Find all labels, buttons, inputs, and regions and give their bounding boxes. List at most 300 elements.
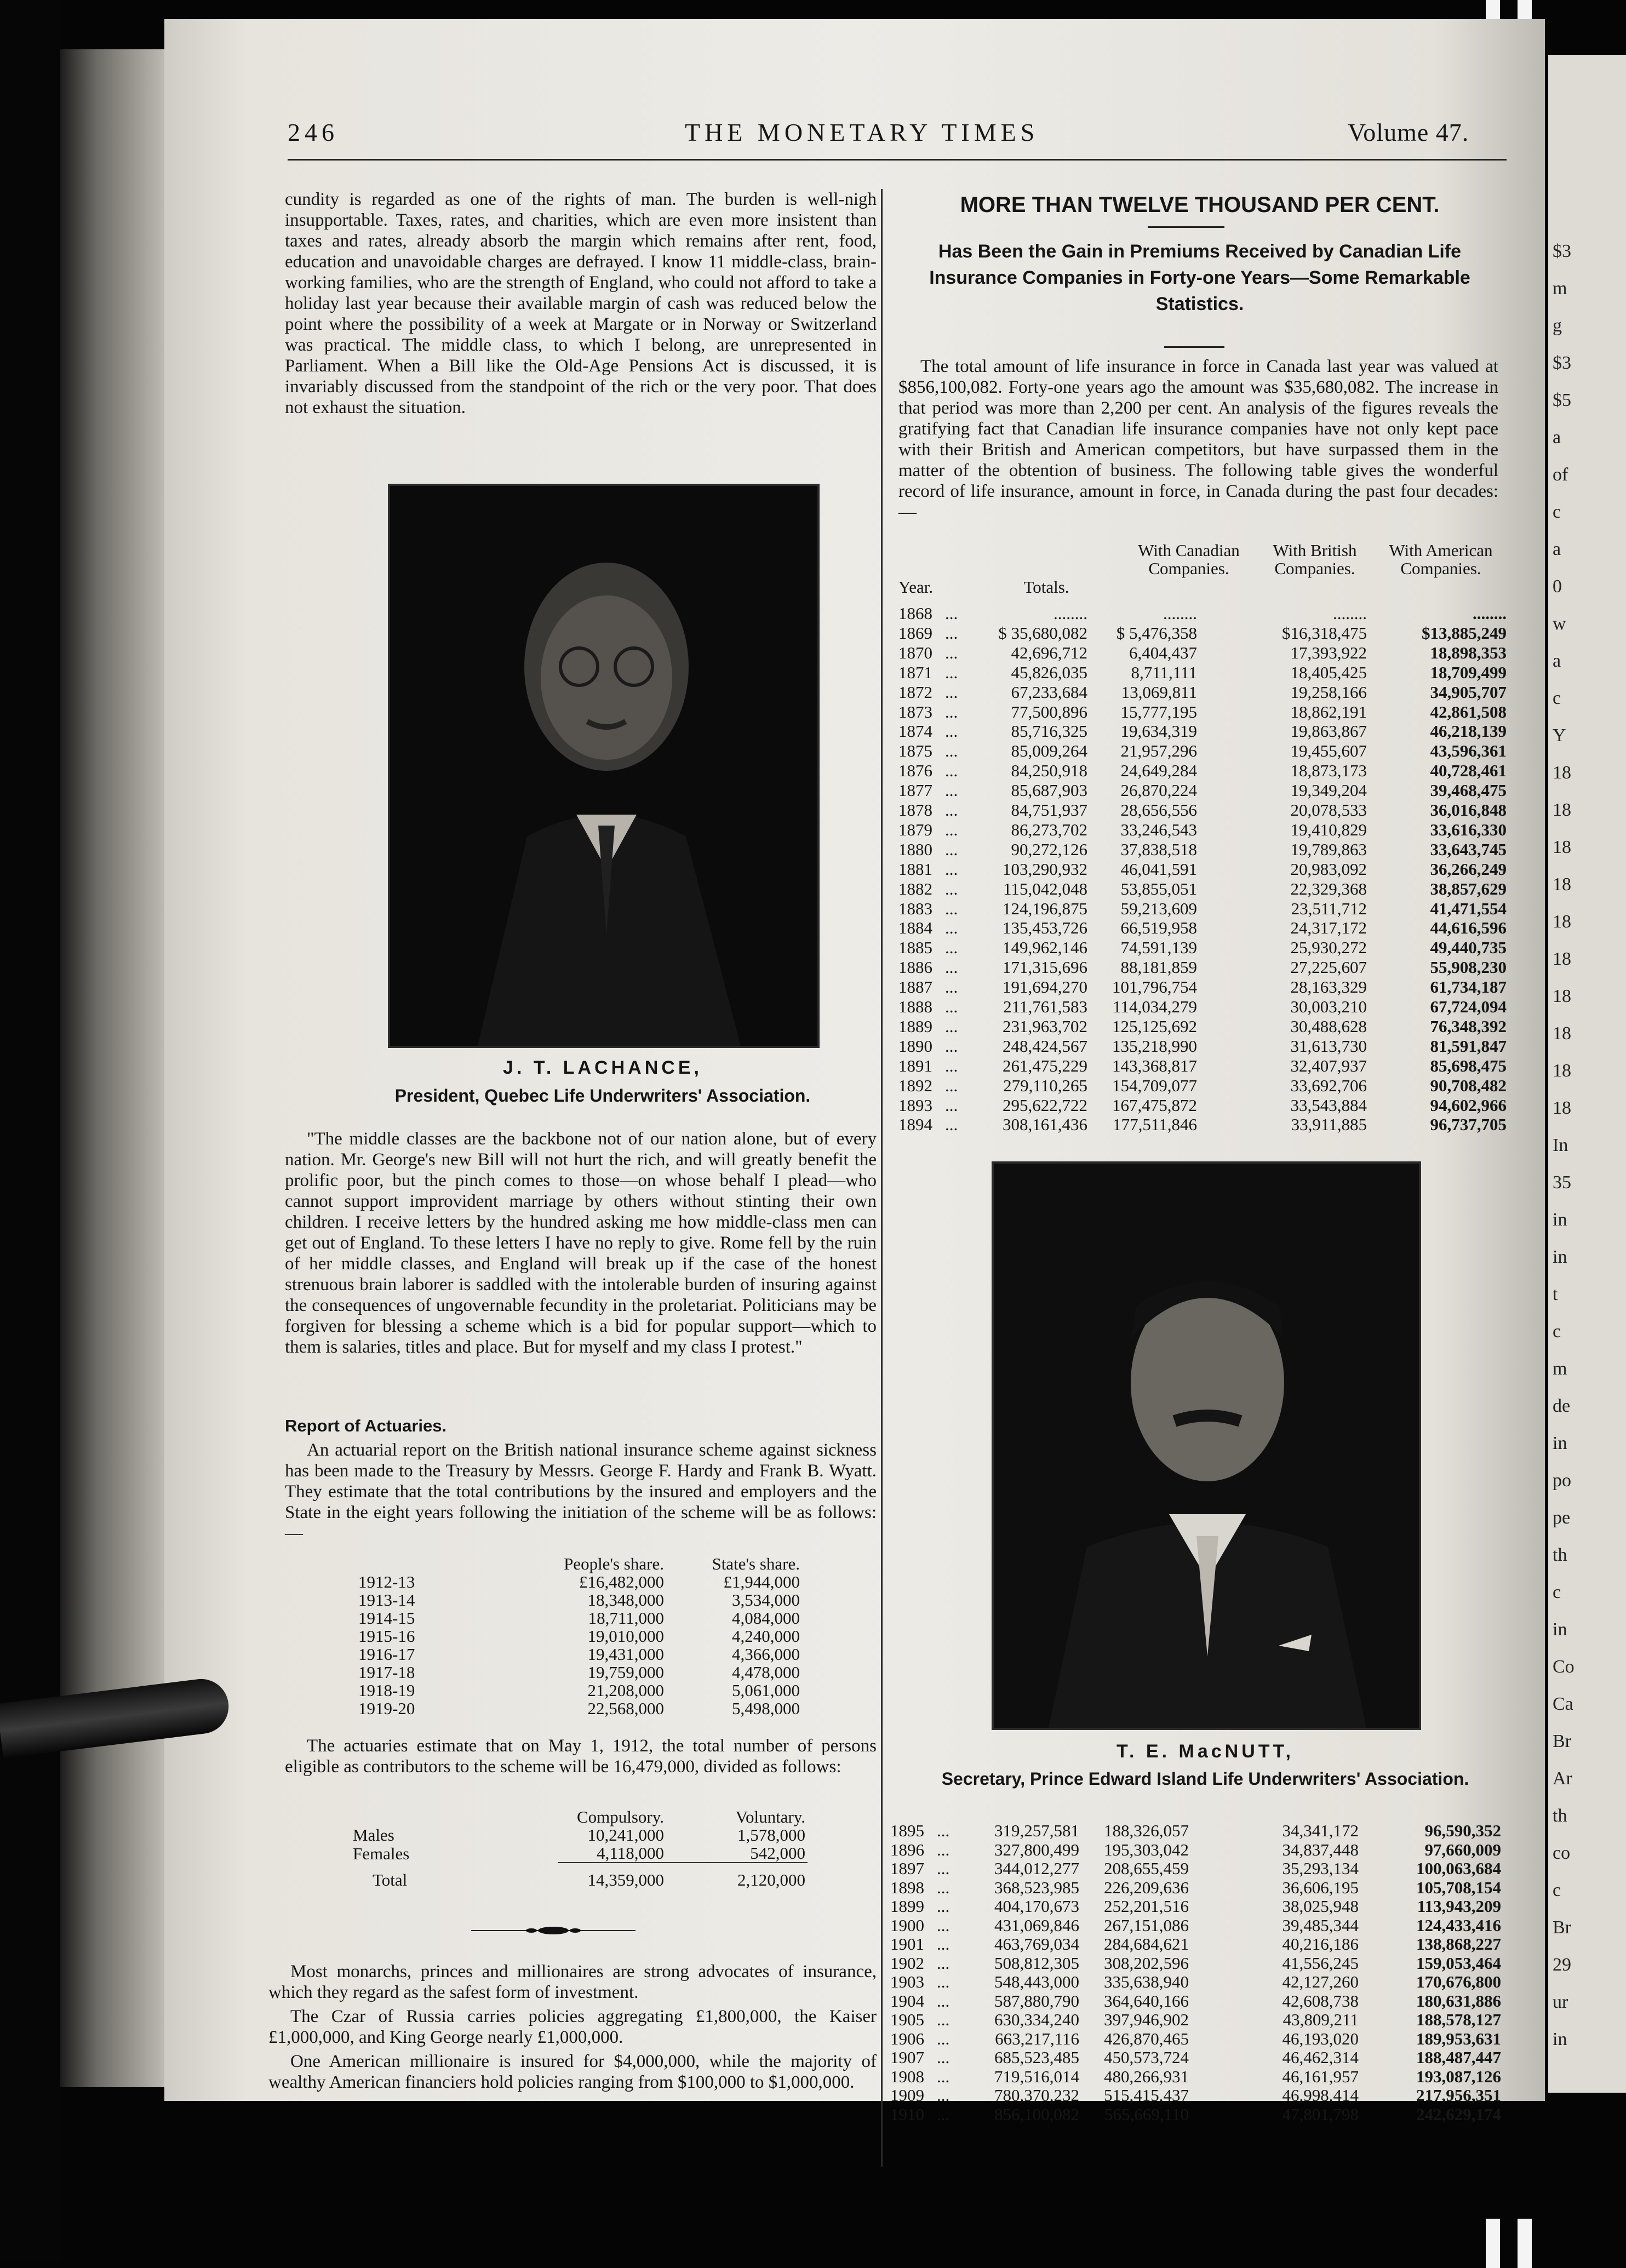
leader-dots: ...: [945, 1115, 958, 1135]
next-page-text-fragment: $5: [1553, 390, 1571, 410]
american-cell: 49,440,735: [1430, 938, 1507, 958]
journal-title: THE MONETARY TIMES: [685, 118, 1039, 146]
british-cell: 23,511,712: [1291, 898, 1367, 918]
insurance-table-row: [898, 998, 1507, 1016]
header-peoples-share: People's share.: [564, 1554, 664, 1573]
canadian-cell: 19,634,319: [1120, 721, 1197, 741]
american-cell: 193,087,126: [1416, 2066, 1501, 2086]
leader-dots: ...: [937, 2048, 950, 2067]
canadian-cell: 66,519,958: [1120, 918, 1197, 938]
next-page-text-fragment: po: [1553, 1470, 1571, 1491]
col-header-american: With American Companies.: [1389, 541, 1493, 578]
next-page-text-fragment: a: [1553, 427, 1561, 448]
next-page-text-fragment: m: [1553, 278, 1567, 299]
american-cell: 46,218,139: [1430, 721, 1507, 741]
insurance-table-row: [890, 1822, 1507, 1840]
shares-peoples-value: 22,568,000: [587, 1699, 664, 1718]
canadian-cell: 308,202,596: [1104, 1953, 1189, 1973]
canadian-cell: 335,638,940: [1104, 1972, 1189, 1991]
canadian-cell: 515,415,437: [1104, 2086, 1189, 2105]
year-cell: 1892: [898, 1075, 932, 1095]
year-cell: 1877: [898, 781, 932, 800]
leader-dots: ...: [945, 1075, 958, 1095]
canadian-cell: 33,246,543: [1120, 820, 1197, 839]
canadian-cell: 284,684,621: [1104, 1934, 1189, 1954]
year-cell: 1903: [890, 1972, 924, 1991]
leader-dots: ...: [945, 918, 958, 938]
next-page-text-fragment: 18: [1553, 837, 1571, 857]
film-perforation: [1486, 2219, 1500, 2268]
british-cell: 33,911,885: [1291, 1115, 1367, 1135]
year-cell: 1876: [898, 761, 932, 781]
ornament-divider: [471, 1926, 635, 1935]
next-page-text-fragment: 18: [1553, 1023, 1571, 1044]
leader-dots: ...: [937, 1991, 950, 2011]
shares-period: 1912-13: [358, 1572, 415, 1591]
canadian-cell: 208,655,459: [1104, 1859, 1189, 1878]
canadian-cell: 480,266,931: [1104, 2066, 1189, 2086]
year-cell: 1871: [898, 662, 932, 682]
totals-cell: 135,453,726: [1003, 918, 1087, 938]
american-cell: 40,728,461: [1430, 761, 1507, 781]
year-cell: 1900: [890, 1915, 924, 1935]
leader-dots: ...: [945, 1095, 958, 1115]
totals-cell: 431,069,846: [994, 1915, 1079, 1935]
insurance-table-row: [898, 880, 1507, 898]
next-page-text-fragment: co: [1553, 1843, 1571, 1863]
shares-peoples-value: 19,431,000: [587, 1645, 664, 1664]
british-cell: 36,606,195: [1282, 1877, 1359, 1897]
totals-cell: 84,250,918: [1011, 761, 1087, 781]
british-cell: 31,613,730: [1290, 1036, 1367, 1056]
insurance-table-row: [898, 703, 1507, 721]
british-cell: 46,161,957: [1282, 2066, 1359, 2086]
portrait-lachance: [388, 484, 820, 1048]
next-page-text-fragment: c: [1553, 688, 1561, 708]
totals-cell: 856,100,082: [994, 2104, 1079, 2124]
next-page-text-fragment: in: [1553, 1247, 1567, 1267]
shares-period: 1913-14: [358, 1590, 415, 1610]
american-cell: 36,266,249: [1430, 859, 1507, 879]
american-cell: 55,908,230: [1430, 958, 1507, 977]
shares-states-value: 3,534,000: [732, 1590, 800, 1610]
canadian-cell: 88,181,859: [1120, 958, 1197, 977]
insurance-table-row: [898, 1057, 1507, 1075]
insurance-table-part1: [898, 604, 1507, 1152]
canadian-cell: 167,475,872: [1112, 1095, 1197, 1115]
british-cell: 22,329,368: [1290, 879, 1367, 898]
year-cell: 1888: [898, 997, 932, 1016]
shares-row: [356, 1663, 802, 1681]
year-cell: 1890: [898, 1036, 932, 1056]
british-cell: 17,393,922: [1290, 643, 1367, 662]
next-page-text-fragment: 0: [1553, 576, 1562, 597]
leader-dots: ...: [945, 741, 958, 761]
shares-states-value: 4,366,000: [732, 1645, 800, 1664]
insurance-table-row: [890, 2048, 1507, 2066]
shares-period: 1914-15: [358, 1608, 415, 1628]
shares-row: [356, 1699, 802, 1717]
next-page-text-fragment: c: [1553, 1582, 1561, 1602]
american-cell: 34,905,707: [1430, 682, 1507, 702]
next-page-text-fragment: Ca: [1553, 1694, 1573, 1714]
american-cell: 33,643,745: [1430, 839, 1507, 859]
totals-cell: $ 35,680,082: [998, 623, 1087, 643]
year-cell: 1870: [898, 643, 932, 662]
american-cell: 180,631,886: [1416, 1991, 1501, 2011]
british-cell: 19,789,863: [1290, 839, 1367, 859]
report-heading: Report of Actuaries.: [285, 1416, 447, 1435]
closing-paragraph-2: The Czar of Russia carries policies aggregating £1,800,000, the Kaiser £1,000,000, and King George nearly £1,000,000.: [268, 2007, 877, 2047]
next-page-text-fragment: c: [1553, 1880, 1561, 1900]
canadian-cell: 53,855,051: [1120, 879, 1197, 898]
totals-cell: ........: [1054, 604, 1087, 623]
canadian-cell: 24,649,284: [1120, 761, 1197, 781]
shares-row: [356, 1573, 802, 1591]
leader-dots: ...: [945, 820, 958, 839]
british-cell: 20,983,092: [1290, 859, 1367, 879]
leader-dots: ...: [945, 781, 958, 800]
insurance-table-row: [898, 644, 1507, 662]
shares-states-value: £1,944,000: [723, 1572, 800, 1591]
leader-dots: ...: [937, 1859, 950, 1878]
insurance-table-row: [890, 1954, 1507, 1972]
shares-table: [356, 1555, 802, 1717]
shares-peoples-value: 19,759,000: [587, 1663, 664, 1682]
totals-cell: 42,696,712: [1011, 643, 1087, 662]
shares-states-value: 5,061,000: [732, 1681, 800, 1700]
next-page-text-fragment: th: [1553, 1545, 1567, 1565]
year-cell: 1906: [890, 2029, 924, 2048]
shares-peoples-value: £16,482,000: [579, 1572, 664, 1591]
insurance-table-row: [890, 1859, 1507, 1877]
insurance-table-row: [890, 1916, 1507, 1934]
canadian-cell: 114,034,279: [1113, 997, 1197, 1016]
col-header-totals: Totals.: [1023, 577, 1069, 597]
canadian-cell: 565,669,110: [1104, 2104, 1189, 2124]
british-cell: 20,078,533: [1290, 800, 1367, 820]
next-page-text-fragment: Ar: [1553, 1768, 1572, 1789]
american-cell: ........: [1473, 604, 1507, 623]
closing-paragraph-1: Most monarchs, princes and millionaires are strong advocates of insurance, which they regard as the safest form of investment.: [268, 1962, 877, 2002]
year-cell: 1887: [898, 977, 932, 997]
british-cell: 28,163,329: [1290, 977, 1367, 997]
totals-cell: 124,196,875: [1003, 898, 1087, 918]
eligible-row-males: Males 10,241,000 1,578,000: [353, 1825, 805, 1845]
caption-name-macnutt: T. E. MacNUTT,: [1117, 1741, 1294, 1762]
next-page-text-fragment: in: [1553, 1619, 1567, 1640]
insurance-table-row: [898, 801, 1507, 819]
leader-dots: ...: [937, 1915, 950, 1935]
british-cell: 39,485,344: [1282, 1915, 1359, 1935]
next-page-text-fragment: ur: [1553, 1992, 1568, 2012]
year-cell: 1889: [898, 1016, 932, 1036]
american-cell: $13,885,249: [1422, 623, 1507, 643]
leader-dots: ...: [945, 604, 958, 623]
year-cell: 1901: [890, 1934, 924, 1954]
canadian-cell: 177,511,846: [1113, 1115, 1197, 1135]
col-header-british: With British Companies.: [1273, 541, 1357, 578]
insurance-table-row: [898, 663, 1507, 681]
caption-name-lachance: J. T. LACHANCE,: [503, 1057, 702, 1078]
totals-cell: 319,257,581: [994, 1821, 1079, 1840]
insurance-table-row: [898, 761, 1507, 780]
british-cell: 19,455,607: [1290, 741, 1367, 761]
shares-row: [356, 1681, 802, 1699]
insurance-table-row: [898, 683, 1507, 701]
totals-cell: 279,110,265: [1003, 1075, 1087, 1095]
year-cell: 1873: [898, 702, 932, 721]
shares-states-value: 4,478,000: [732, 1663, 800, 1682]
next-page-text-fragment: de: [1553, 1396, 1571, 1416]
header-compulsory: Compulsory.: [576, 1807, 664, 1826]
insurance-table-part2: [890, 1822, 1507, 2128]
article-subhead: Has Been the Gain in Premiums Received by Canadian Life Insurance Companies in Forty-one Years—Some Remarkable Statistics.: [929, 241, 1470, 314]
leader-dots: ...: [945, 702, 958, 721]
insurance-table-row: [898, 1017, 1507, 1035]
american-cell: 94,602,966: [1430, 1095, 1507, 1115]
american-cell: 18,709,499: [1430, 662, 1507, 682]
insurance-table-row: [898, 604, 1507, 622]
year-cell: 1907: [890, 2048, 924, 2067]
american-cell: 85,698,475: [1430, 1056, 1507, 1075]
year-cell: 1879: [898, 820, 932, 839]
british-cell: 32,407,937: [1290, 1056, 1367, 1075]
totals-cell: 463,769,034: [994, 1934, 1079, 1954]
shares-row: [356, 1591, 802, 1609]
page-number: 246: [288, 118, 339, 146]
canadian-cell: 226,209,636: [1104, 1877, 1189, 1897]
year-cell: 1909: [890, 2086, 924, 2105]
american-cell: 33,616,330: [1430, 820, 1507, 839]
insurance-table-row: [890, 2011, 1507, 2029]
next-page-text-fragment: Y: [1553, 725, 1566, 746]
canadian-cell: 135,218,990: [1112, 1036, 1197, 1056]
year-cell: 1908: [890, 2066, 924, 2086]
next-page-text-fragment: in: [1553, 1433, 1567, 1453]
headline-rule: [1148, 226, 1224, 228]
british-cell: 19,349,204: [1290, 781, 1367, 800]
british-cell: 34,837,448: [1282, 1840, 1359, 1859]
totals-cell: 248,424,567: [1003, 1036, 1087, 1056]
next-page-text-fragment: c: [1553, 1321, 1561, 1342]
shares-row: [356, 1645, 802, 1663]
totals-cell: 404,170,673: [994, 1897, 1079, 1916]
year-cell: 1872: [898, 682, 932, 702]
insurance-table-row: [898, 938, 1507, 957]
canadian-cell: 397,946,902: [1104, 2010, 1189, 2029]
british-cell: ........: [1333, 604, 1367, 623]
leader-dots: ...: [945, 879, 958, 898]
quote-paragraph: "The middle classes are the backbone not of our nation alone, but of every nation. Mr. George's new Bill will not hurt the rich, and will greatly benefit the prolific poor, but the pinch comes to those—on whose behalf I plead—who cannot support improvident marriage by others without stinting their own children. I receive letters by the hundred asking me how middle-class men can get out of England. To these letters I have no reply to give. Rome fell by the ruin of her middle classes, and England will break up if the case of the honest strenuous brain laborer is saddled with the intolerable burden of insuring against the consequences of ungovernable fecundity in the proletariat. Politicians may be forgiven for blessing a scheme which is a bid for popular support—which to them is salaries, titles and place. But for myself and my class I protest.": [285, 1129, 877, 1357]
insurance-table-row: [898, 1096, 1507, 1114]
year-cell: 1910: [890, 2104, 924, 2124]
canadian-cell: 252,201,516: [1104, 1897, 1189, 1916]
intro-paragraph: cundity is regarded as one of the rights of man. The burden is well-nigh insupportable. Taxes, rates, and charities, which are even more insistent than taxes and rates, already absorb the margin which remains after rent, food, education and unavoidable charges are defrayed. I know 11 middle-class, brain-working families, who are the strength of England, who could not afford to take a holiday last year because their available margin of cash was reduced below the point where the possibility of a week at Margate or in Norway or Switzerland was practical. The middle class, to which I belong, are unrepresented in Parliament. When a Bill like the Old-Age Pensions Act is discussed, it is invariably discussed from the standpoint of the rich or the very poor. That does not exhaust the situation.: [285, 190, 877, 417]
leader-dots: ...: [937, 1840, 950, 1859]
leader-dots: ...: [945, 839, 958, 859]
leader-dots: ...: [937, 2066, 950, 2086]
insurance-table-row: [898, 1037, 1507, 1055]
year-cell: 1878: [898, 800, 932, 820]
year-cell: 1905: [890, 2010, 924, 2029]
canadian-cell: 426,870,465: [1104, 2029, 1189, 2048]
leader-dots: ...: [937, 2086, 950, 2105]
canadian-cell: 37,838,518: [1120, 839, 1197, 859]
year-cell: 1904: [890, 1991, 924, 2011]
totals-cell: 85,687,903: [1011, 781, 1087, 800]
header-rule: [288, 159, 1507, 161]
totals-cell: 86,273,702: [1011, 820, 1087, 839]
american-cell: 159,053,464: [1416, 1953, 1501, 1973]
insurance-table-row: [898, 624, 1507, 642]
next-page-text-fragment: 18: [1553, 1098, 1571, 1118]
canadian-cell: 195,303,042: [1104, 1840, 1189, 1859]
column-rule: [881, 189, 883, 2167]
american-cell: 188,487,447: [1416, 2048, 1501, 2067]
next-page-text-fragment: $3: [1553, 241, 1571, 261]
totals-cell: 85,716,325: [1011, 721, 1087, 741]
british-cell: 18,405,425: [1290, 662, 1367, 682]
year-cell: 1875: [898, 741, 932, 761]
british-cell: 27,225,607: [1290, 958, 1367, 977]
canadian-cell: 28,656,556: [1120, 800, 1197, 820]
leader-dots: ...: [945, 1036, 958, 1056]
canadian-cell: ........: [1163, 604, 1197, 623]
shares-row: [356, 1627, 802, 1645]
shares-period: 1918-19: [358, 1681, 415, 1700]
caption-title-macnutt: Secretary, Prince Edward Island Life Underwriters' Association.: [941, 1769, 1469, 1789]
american-cell: 81,591,847: [1430, 1036, 1507, 1056]
year-cell: 1893: [898, 1095, 932, 1115]
year-cell: 1881: [898, 859, 932, 879]
leader-dots: ...: [945, 997, 958, 1016]
year-cell: 1868: [898, 604, 932, 623]
insurance-table-row: [890, 2067, 1507, 2086]
year-cell: 1896: [890, 1840, 924, 1859]
next-page-text-fragment: m: [1553, 1359, 1567, 1379]
american-cell: 18,898,353: [1430, 643, 1507, 662]
leader-dots: ...: [937, 2029, 950, 2048]
canadian-cell: 46,041,591: [1120, 859, 1197, 879]
british-cell: 30,003,210: [1290, 997, 1367, 1016]
insurance-table-row: [890, 1973, 1507, 1991]
canadian-cell: 8,711,111: [1131, 662, 1197, 682]
next-page-text-fragment: in: [1553, 2029, 1567, 2049]
british-cell: 46,193,020: [1282, 2029, 1359, 2048]
leader-dots: ...: [945, 958, 958, 977]
insurance-table-row: [890, 2086, 1507, 2104]
british-cell: 19,258,166: [1290, 682, 1367, 702]
leader-dots: ...: [945, 623, 958, 643]
insurance-table-row: [898, 821, 1507, 839]
next-page-text-fragment: 18: [1553, 986, 1571, 1006]
american-cell: 61,734,187: [1430, 977, 1507, 997]
col-header-canadian: With Canadian Companies.: [1138, 541, 1240, 578]
american-cell: 242,629,174: [1416, 2104, 1501, 2124]
american-cell: 100,063,684: [1416, 1859, 1501, 1878]
insurance-table-row: [890, 2030, 1507, 2048]
year-cell: 1874: [898, 721, 932, 741]
british-cell: 40,216,186: [1282, 1934, 1359, 1954]
shares-period: 1916-17: [358, 1645, 415, 1664]
next-page-text-fragment: Co: [1553, 1657, 1575, 1677]
leader-dots: ...: [937, 1934, 950, 1954]
insurance-table-row: [898, 919, 1507, 937]
leader-dots: ...: [945, 721, 958, 741]
american-cell: 105,708,154: [1416, 1877, 1501, 1897]
year-cell: 1895: [890, 1821, 924, 1840]
canadian-cell: 188,326,057: [1104, 1821, 1189, 1840]
insurance-table-row: [898, 900, 1507, 918]
shares-peoples-value: 21,208,000: [587, 1681, 664, 1700]
leader-dots: ...: [945, 800, 958, 820]
subhead-rule: [1164, 346, 1224, 348]
next-page-text-fragment: c: [1553, 502, 1561, 522]
next-page-text-fragment: t: [1553, 1284, 1558, 1304]
eligible-row-females: Females 4,118,000 542,000: [351, 1844, 808, 1863]
leader-dots: ...: [937, 1953, 950, 1973]
british-cell: 35,293,134: [1282, 1859, 1359, 1878]
totals-cell: 587,880,790: [994, 1991, 1079, 2011]
next-page-text-fragment: pe: [1553, 1508, 1571, 1528]
shares-peoples-value: 18,711,000: [588, 1608, 664, 1628]
year-cell: 1883: [898, 898, 932, 918]
insurance-table-row: [898, 1115, 1507, 1133]
canadian-cell: 125,125,692: [1112, 1016, 1197, 1036]
totals-cell: 663,217,116: [995, 2029, 1079, 2048]
totals-cell: 77,500,896: [1011, 702, 1087, 721]
shares-period: 1917-18: [358, 1663, 415, 1682]
caption-title-lachance: President, Quebec Life Underwriters' Association.: [394, 1086, 811, 1106]
year-cell: 1885: [898, 938, 932, 958]
book-binding: [60, 49, 164, 2087]
totals-cell: 115,042,048: [1003, 879, 1087, 898]
totals-cell: 67,233,684: [1011, 682, 1087, 702]
eligible-header-row: [351, 1808, 808, 1826]
canadian-cell: 74,591,139: [1120, 938, 1197, 958]
totals-cell: 327,800,499: [994, 1840, 1079, 1859]
year-cell: 1869: [898, 623, 932, 643]
next-page-text-fragment: a: [1553, 651, 1561, 671]
canadian-cell: 15,777,195: [1120, 702, 1197, 721]
shares-header-row: [356, 1555, 802, 1573]
american-cell: 170,676,800: [1416, 1972, 1501, 1991]
totals-cell: 308,161,436: [1003, 1115, 1087, 1135]
canadian-cell: 13,069,811: [1121, 682, 1197, 702]
insurance-table-row: [898, 742, 1507, 760]
british-cell: 46,462,314: [1282, 2048, 1359, 2067]
shares-states-value: 4,240,000: [732, 1626, 800, 1646]
shares-row: [356, 1609, 802, 1627]
american-cell: 113,943,209: [1417, 1897, 1501, 1916]
american-cell: 188,578,127: [1416, 2010, 1501, 2029]
shares-states-value: 4,084,000: [732, 1608, 800, 1628]
totals-cell: 84,751,937: [1011, 800, 1087, 820]
estimate-paragraph: The actuaries estimate that on May 1, 1912, the total number of persons eligible as contributors to the scheme will be 16,479,000, divided as follows:: [285, 1736, 877, 1777]
american-cell: 97,660,009: [1424, 1840, 1501, 1859]
next-page-text-fragment: a: [1553, 539, 1561, 559]
leader-dots: ...: [945, 1016, 958, 1036]
portrait-macnutt: [992, 1161, 1421, 1730]
leader-dots: ...: [945, 898, 958, 918]
portrait-lachance-figure: [390, 486, 817, 1046]
header-states-share: State's share.: [712, 1554, 800, 1573]
american-cell: 38,857,629: [1430, 879, 1507, 898]
next-page-text-fragment: g: [1553, 316, 1562, 336]
insurance-table-row: [898, 978, 1507, 996]
totals-cell: 295,622,722: [1003, 1095, 1087, 1115]
